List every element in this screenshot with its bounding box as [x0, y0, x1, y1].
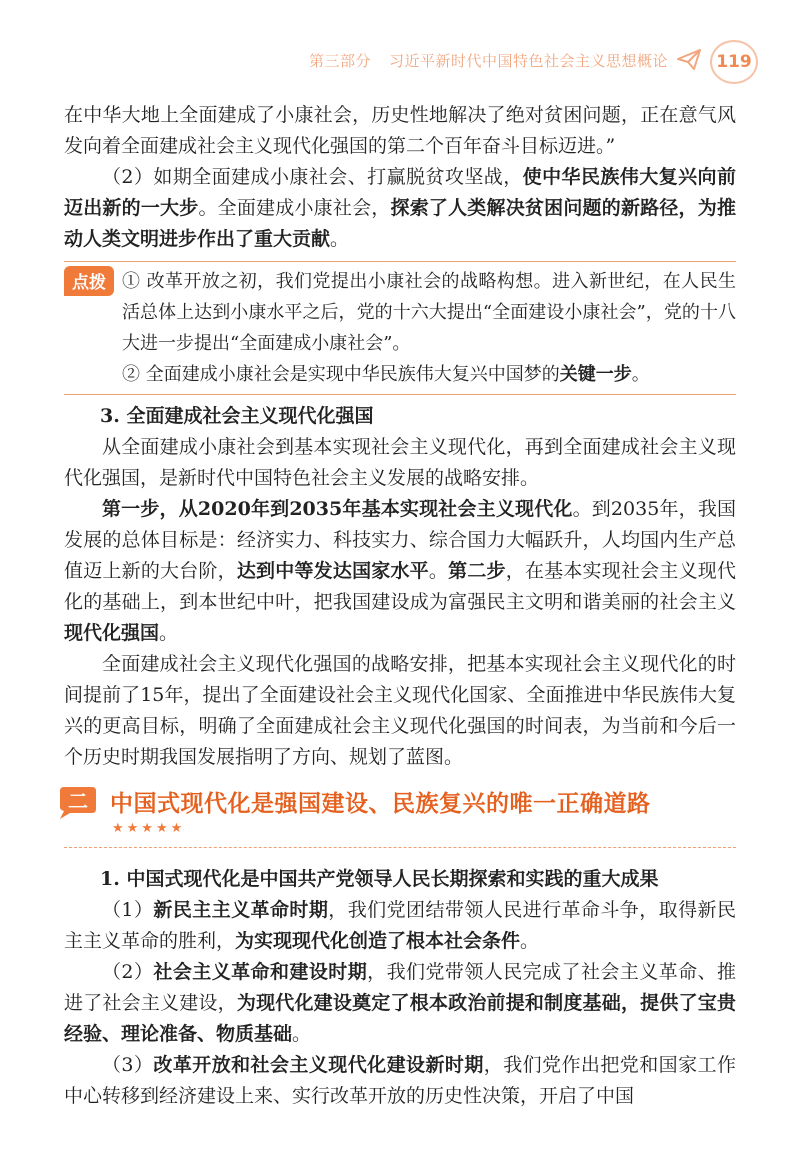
importance-stars: ★★★★★: [112, 821, 186, 836]
part-label: 第三部分: [308, 52, 371, 70]
tip-badge: 点拨: [64, 266, 114, 296]
page-number: 119: [710, 40, 758, 84]
paragraph: （1）新民主主义革命时期，我们党团结带领人民进行革命斗争，取得新民主主义革命的胜利，为实现现代化创造了根本社会条件。: [64, 899, 736, 952]
tip-item-1: ① 改革开放之初，我们党提出小康社会的战略构想。进入新世纪，在人民生活总体上达到小康水平之后，党的十六大提出“全面建设小康社会”，党的十八大进一步提出“全面建成小康社会”。: [122, 271, 736, 354]
section-heading: [64, 781, 736, 848]
subheading: 1. 中国式现代化是中国共产党领导人民长期探索和实践的重大成果: [100, 868, 659, 890]
paragraph: （2）社会主义革命和建设时期，我们党带领人民完成了社会主义革命、推进了社会主义建设，为现代化建设奠定了根本政治前提和制度基础，提供了宝贵经验、理论准备、物质基础。: [64, 961, 736, 1045]
tip-item-2: ② 全面建成小康社会是实现中华民族伟大复兴中国梦的关键一步。: [122, 364, 650, 385]
paragraph: 在中华大地上全面建成了小康社会，历史性地解决了绝对贫困问题，正在意气风发向着全面建成社会主义现代化强国的第二个百年奋斗目标迈进。”: [64, 104, 736, 157]
section-number: 二: [68, 789, 88, 813]
section-title: 中国式现代化是强国建设、民族复兴的唯一正确道路: [110, 791, 651, 817]
subheading: 3. 全面建成社会主义现代化强国: [100, 405, 374, 427]
paragraph: 从全面建成小康社会到基本实现社会主义现代化，再到全面建成社会主义现代化强国，是新时代中国特色社会主义发展的战略安排。: [64, 436, 736, 489]
paragraph: 全面建成社会主义现代化强国的战略安排，把基本实现社会主义现代化的时间提前了15年，提出了全面建设社会主义现代化国家、全面推进中华民族伟大复兴的更高目标，明确了全面建成社会主义现代化强国的时间表，为当前和今后一个历史时期我国发展指明了方向、规划了蓝图。: [64, 653, 736, 768]
tip-box: [64, 261, 736, 395]
page-header: [0, 38, 800, 82]
paragraph: （3）改革开放和社会主义现代化建设新时期，我们党作出把党和国家工作中心转移到经济建设上来、实行改革开放的历史性决策，开启了中国: [64, 1054, 736, 1107]
running-header: [309, 50, 668, 71]
paragraph: 第一步，从2020年到2035年基本实现社会主义现代化。到2035年，我国发展的总体目标是：经济实力、科技实力、综合国力大幅跃升，人均国内生产总值迈上新的大台阶，达到中等发达国家水平。第二步，在基本实现社会主义现代化的基础上，到本世纪中叶，把我国建设成为富强民主文明和谐美丽的社会主义现代化强国。: [64, 498, 736, 644]
page-body: [64, 100, 736, 1112]
paragraph: （2）如期全面建成小康社会、打赢脱贫攻坚战，使中华民族伟大复兴向前迈出新的一大步。全面建成小康社会，探索了人类解决贫困问题的新路径，为推动人类文明进步作出了重大贡献。: [64, 166, 736, 250]
paper-plane-icon: [676, 48, 702, 72]
section-number-icon: [56, 783, 98, 821]
book-title: 习近平新时代中国特色社会主义思想概论: [388, 52, 668, 70]
